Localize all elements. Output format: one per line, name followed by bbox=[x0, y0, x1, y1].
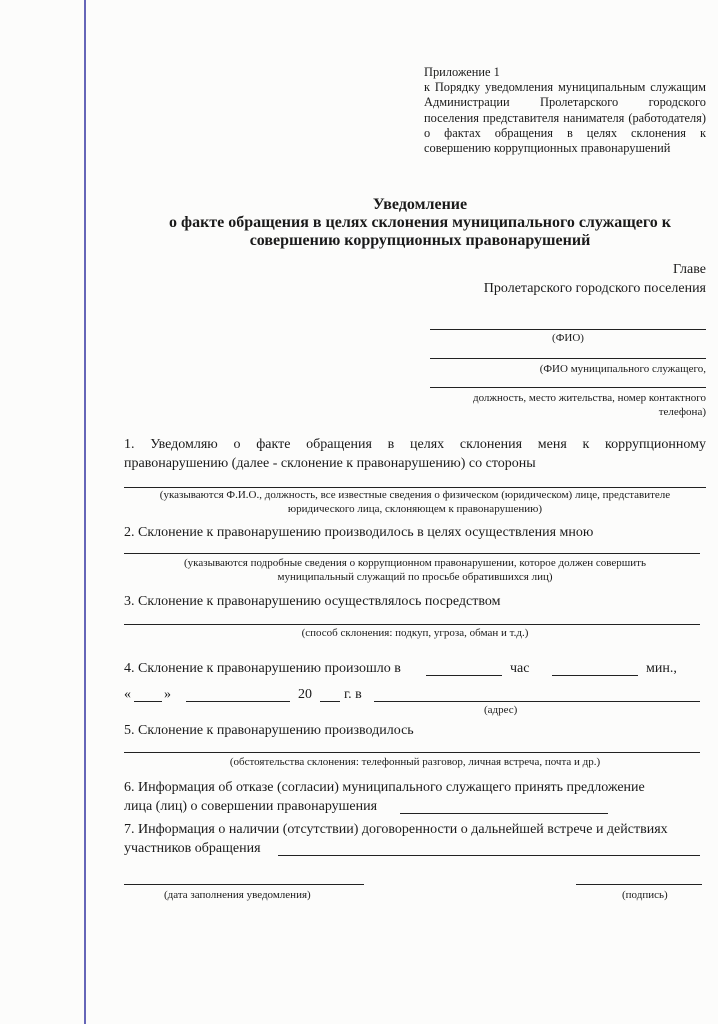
fio-hint: (ФИО) bbox=[552, 332, 584, 344]
appendix-label: Приложение 1 bbox=[424, 65, 500, 79]
employee-hint-2: должность, место жительства, номер контактного bbox=[472, 392, 706, 404]
item-2-input-line[interactable] bbox=[124, 553, 700, 554]
margin-line bbox=[84, 0, 86, 1024]
date-line[interactable] bbox=[124, 884, 364, 885]
item-6-line-2: лица (лиц) о совершении правонарушения bbox=[124, 799, 378, 814]
document-title bbox=[118, 196, 718, 250]
employee-details-line[interactable] bbox=[430, 387, 706, 388]
item-4-quote-open: « bbox=[124, 687, 131, 702]
title-line-1: Уведомление bbox=[372, 196, 468, 213]
item-1-hint-2: юридического лица, склоняющем к правонарушению) bbox=[287, 503, 543, 515]
item-4-address-hint: (адрес) bbox=[484, 704, 518, 716]
item-5-text: 5. Склонение к правонарушению производилось bbox=[124, 723, 414, 738]
item-7-input-line[interactable] bbox=[278, 855, 700, 856]
fio-line[interactable] bbox=[430, 329, 706, 330]
item-5-hint: (обстоятельства склонения: телефонный разговор, личная встреча, почта и др.) bbox=[229, 756, 601, 768]
employee-hint-1: (ФИО муниципального служащего, bbox=[539, 363, 706, 375]
appendix-block bbox=[424, 65, 706, 156]
item-4-address-line[interactable] bbox=[374, 701, 700, 702]
item-6-input-line[interactable] bbox=[400, 813, 608, 814]
item-4-text: 4. Склонение к правонарушению произошло в bbox=[124, 661, 401, 676]
addressee-block bbox=[484, 260, 706, 298]
item-3-input-line[interactable] bbox=[124, 624, 700, 625]
addressee-line-1: Главе bbox=[673, 262, 706, 277]
employee-fio-line[interactable] bbox=[430, 358, 706, 359]
item-3-text: 3. Склонение к правонарушению осуществлялось посредством bbox=[124, 594, 501, 609]
title-line-3: совершению коррупционных правонарушений bbox=[249, 232, 591, 249]
item-5-input-line[interactable] bbox=[124, 752, 700, 753]
item-6-line-1: 6. Информация об отказе (согласии) муниципального служащего принять предложение bbox=[124, 780, 645, 795]
item-4-quote-close: » bbox=[164, 687, 171, 702]
signature-line[interactable] bbox=[576, 884, 702, 885]
item-4-hours-label: час bbox=[510, 661, 530, 676]
item-4-city-label: г. в bbox=[344, 687, 362, 702]
item-4-minutes-label: мин., bbox=[646, 661, 677, 676]
addressee-line-2: Пролетарского городского поселения bbox=[483, 281, 706, 296]
item-1-line-2: правонарушению (далее - склонение к правонарушению) со стороны bbox=[124, 456, 536, 471]
item-4-day-line[interactable] bbox=[134, 701, 162, 702]
appendix-text: к Порядку уведомления муниципальным служащим Администрации Пролетарского городского поселения представителя нанимателя (работодателя) о фактах обращения в целях склонения к совершению коррупционных правонарушений bbox=[424, 80, 706, 156]
item-1-line-1: 1. Уведомляю о факте обращения в целях склонения меня к коррупционному bbox=[124, 437, 706, 452]
item-2-text: 2. Склонение к правонарушению производилось в целях осуществления мною bbox=[124, 525, 594, 540]
item-7-line-2: участников обращения bbox=[124, 841, 261, 856]
signature-hint: (подпись) bbox=[622, 889, 668, 901]
item-4-month-line[interactable] bbox=[186, 701, 290, 702]
title-line-2: о факте обращения в целях склонения муниципального служащего к bbox=[169, 214, 671, 231]
item-4-minute-line[interactable] bbox=[552, 675, 638, 676]
item-7-line-1: 7. Информация о наличии (отсутствии) договоренности о дальнейшей встрече и действиях bbox=[124, 822, 668, 837]
item-4-year-line[interactable] bbox=[320, 701, 340, 702]
item-4-hour-line[interactable] bbox=[426, 675, 502, 676]
date-hint: (дата заполнения уведомления) bbox=[164, 889, 311, 901]
item-2-hint-1: (указываются подробные сведения о коррупционном правонарушении, которое должен совершить bbox=[184, 557, 646, 569]
item-2-hint-2: муниципальный служащий по просьбе обратившихся лиц) bbox=[277, 571, 553, 583]
employee-hint-3: телефона) bbox=[658, 406, 706, 418]
item-3-hint: (способ склонения: подкуп, угроза, обман и т.д.) bbox=[301, 627, 529, 639]
item-1-hint-1: (указываются Ф.И.О., должность, все известные сведения о физическом (юридическом) лице, представителе bbox=[159, 489, 671, 501]
item-4-year-label: 20 bbox=[298, 687, 312, 702]
